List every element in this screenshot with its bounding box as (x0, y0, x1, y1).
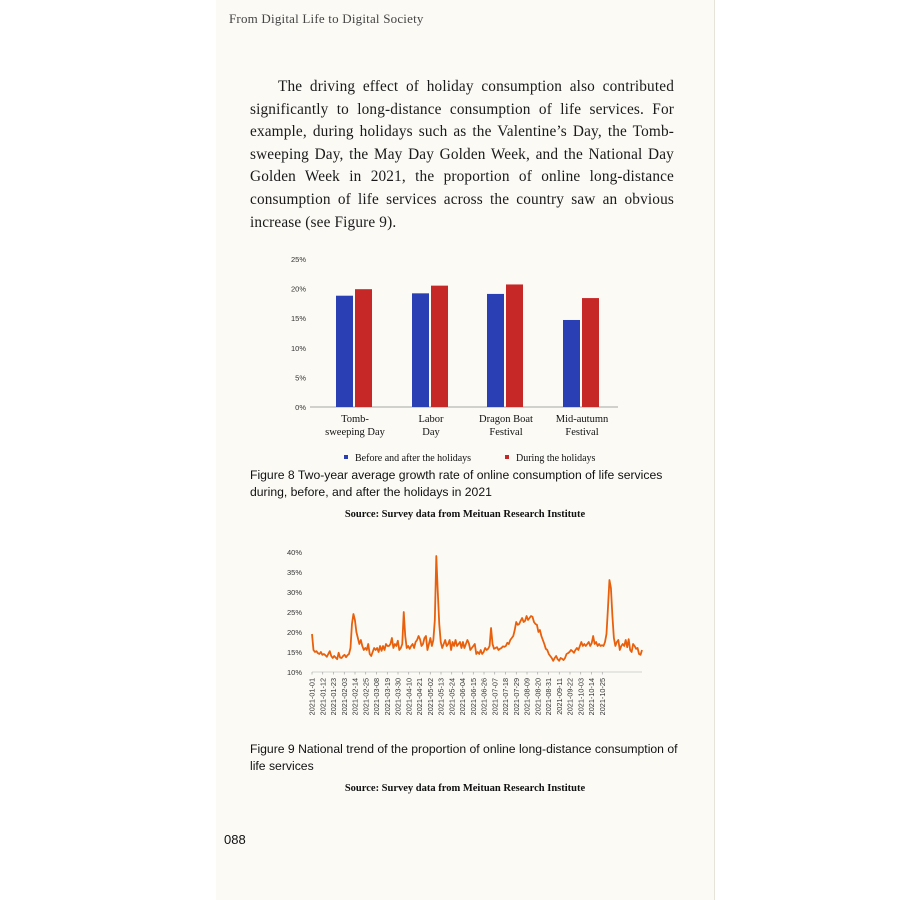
x-tick-label: 2021-02-03 (339, 678, 349, 716)
x-category-label: Labor (418, 414, 444, 425)
bar-during-3 (582, 298, 599, 407)
bar-before-after-0 (336, 296, 353, 407)
x-category-label: Tomb- (341, 414, 369, 425)
x-category-label: Day (422, 427, 440, 438)
y-tick-label: 5% (295, 373, 306, 383)
bar-during-2 (506, 284, 523, 407)
y-tick-label: 10% (286, 668, 302, 677)
y-tick-label: 15% (290, 314, 306, 324)
x-tick-label: 2021-05-13 (436, 678, 446, 716)
y-tick-label: 40% (286, 548, 302, 557)
legend-swatch (344, 455, 348, 459)
bar-during-1 (431, 286, 448, 407)
x-tick-label: 2021-02-25 (361, 678, 371, 716)
x-tick-label: 2021-10-03 (576, 678, 586, 716)
figure-8-caption: Figure 8 Two-year average growth rate of online consumption of life services during, before, and after the holidays in 2021 (250, 468, 663, 499)
x-tick-label: 2021-01-23 (329, 678, 338, 716)
x-tick-label: 2021-06-04 (458, 678, 467, 716)
x-tick-label: 2021-10-14 (587, 678, 596, 716)
x-tick-label: 2021-06-15 (468, 678, 478, 716)
x-tick-label: 2021-09-11 (554, 678, 564, 715)
x-category-label: sweeping Day (325, 427, 385, 438)
y-tick-label: 25% (286, 608, 302, 617)
x-category-label: Festival (489, 427, 523, 438)
running-head: From Digital Life to Digital Society (229, 11, 424, 26)
figure-9-line-chart (250, 540, 670, 730)
page-number: 088 (224, 832, 246, 847)
x-tick-label: 2021-04-10 (404, 678, 414, 716)
y-tick-label: 25% (290, 255, 306, 264)
x-tick-label: 2021-08-31 (544, 678, 553, 716)
x-tick-label: 2021-10-25 (597, 678, 607, 716)
x-tick-label: 2021-02-14 (350, 678, 360, 716)
figure-9-source: Source: Survey data from Meituan Research Institute (344, 783, 586, 794)
x-tick-label: 2021-07-07 (490, 678, 500, 716)
figure-9-caption: Figure 9 National trend of the proportion of online long-distance consumption of life services (250, 742, 678, 773)
x-category-label: Dragon Boat (479, 414, 533, 425)
x-tick-label: 2021-07-29 (511, 678, 521, 716)
bar-before-after-3 (563, 320, 580, 407)
x-tick-label: 2021-07-18 (501, 678, 510, 716)
x-tick-label: 2021-01-12 (318, 678, 328, 716)
x-tick-label: 2021-01-01 (307, 678, 317, 716)
proportion-series-line (312, 556, 642, 661)
x-tick-label: 2021-09-22 (565, 678, 575, 716)
legend-label: Before and after the holidays (355, 453, 472, 464)
x-tick-label: 2021-04-21 (415, 678, 424, 716)
bar-before-after-2 (487, 294, 504, 407)
y-tick-label: 15% (286, 648, 302, 657)
y-tick-label: 0% (295, 403, 306, 412)
body-paragraph: The driving effect of holiday consumption also contributed significantly to long-distance consumption of life services. For example, during holidays such as the Valentine’s Day, the Tomb-sweeping Day, the May Day Golden Week, and the National Day Golden Week in 2021, the proportion of online long-distance consumption of life services across the country saw an obvious increase (see Figure 9). (250, 78, 674, 231)
figure-8-source: Source: Survey data from Meituan Research Institute (344, 509, 586, 520)
y-tick-label: 35% (286, 568, 302, 577)
x-tick-label: 2021-05-02 (425, 678, 435, 716)
x-tick-label: 2021-06-26 (479, 678, 489, 716)
x-tick-label: 2021-08-09 (522, 678, 532, 716)
x-tick-label: 2021-03-08 (372, 678, 381, 716)
legend-swatch (505, 455, 509, 459)
bar-before-after-1 (412, 293, 429, 407)
y-tick-label: 20% (286, 628, 302, 637)
x-tick-label: 2021-05-24 (447, 678, 457, 716)
x-tick-label: 2021-08-20 (533, 678, 543, 716)
y-tick-label: 10% (290, 343, 306, 353)
y-tick-label: 20% (290, 284, 306, 294)
x-tick-label: 2021-03-30 (393, 678, 403, 716)
bar-during-0 (355, 289, 372, 407)
x-category-label: Mid-autumn (555, 414, 609, 425)
y-tick-label: 30% (286, 588, 302, 597)
x-tick-label: 2021-03-19 (382, 678, 392, 716)
figure-8-bar-chart (250, 245, 670, 470)
x-category-label: Festival (565, 427, 599, 438)
legend-label: During the holidays (516, 453, 596, 464)
